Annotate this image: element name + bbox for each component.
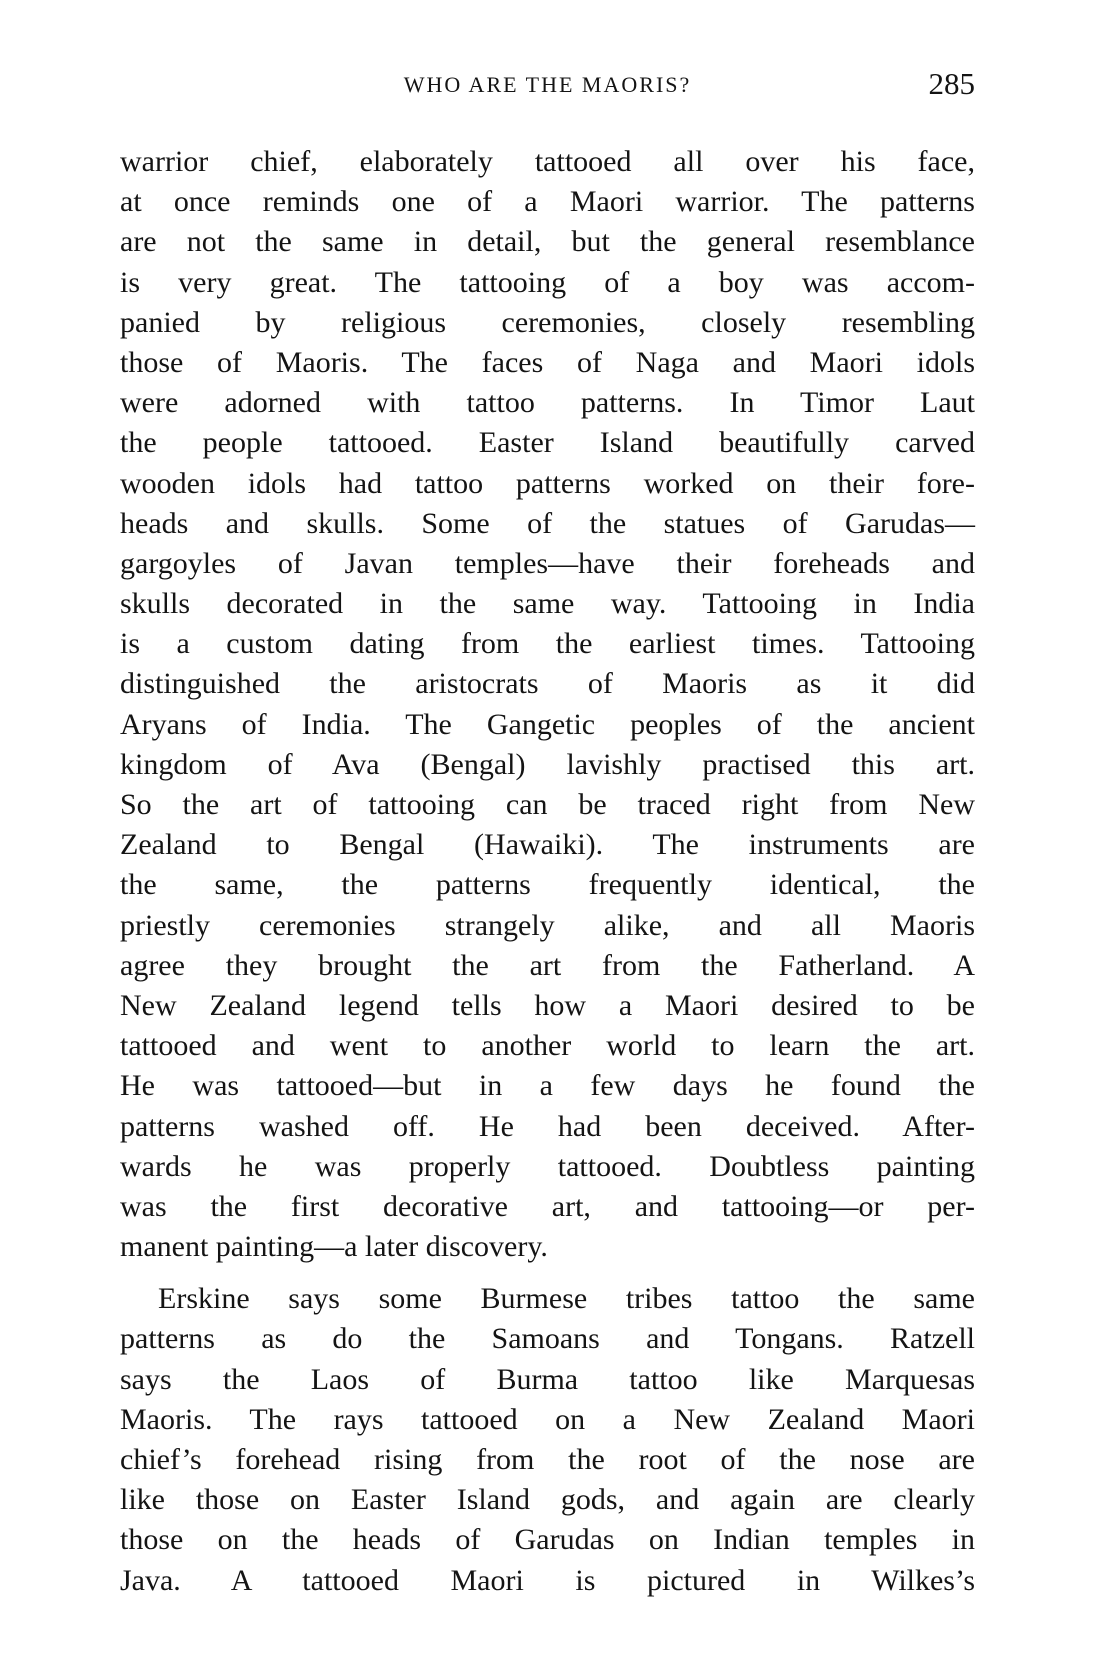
text-line: He was tattooed—but in a few days he found the	[120, 1069, 975, 1103]
body-text	[120, 142, 975, 1601]
text-line: distinguished the aristocrats of Maoris as it did	[120, 667, 975, 701]
text-line: chief’s forehead rising from the root of the nose are	[120, 1443, 975, 1476]
text-line: manent painting—a later discovery.	[120, 1230, 548, 1264]
text-line: is very great. The tattooing of a boy was accom-	[120, 265, 975, 299]
text-line: New Zealand legend tells how a Maori desired to be	[120, 988, 975, 1022]
text-line: So the art of tattooing can be traced right from New	[120, 788, 975, 821]
running-title: WHO ARE THE MAORIS?	[403, 72, 692, 97]
text-line: Java. A tattooed Maori is pictured in Wilkes’s	[120, 1563, 975, 1597]
text-line: wards he was properly tattooed. Doubtless painting	[120, 1149, 975, 1183]
text-line: panied by religious ceremonies, closely resembling	[120, 305, 975, 339]
page-number: 285	[928, 66, 975, 101]
paragraph-gap	[120, 1267, 975, 1279]
text-line: those on the heads of Garudas on Indian temples in	[120, 1523, 975, 1557]
text-line: Maoris. The rays tattooed on a New Zealand Maori	[120, 1402, 975, 1436]
text-line: was the first decorative art, and tattooing—or per-	[120, 1189, 975, 1223]
text-line: gargoyles of Javan temples—have their foreheads and	[120, 546, 975, 580]
paragraph-1	[120, 142, 975, 1267]
text-line: agree they brought the art from the Fatherland. A	[120, 948, 975, 982]
text-line: heads and skulls. Some of the statues of Garudas—	[120, 506, 975, 540]
text-line: tattooed and went to another world to learn the art.	[120, 1029, 975, 1063]
text-line: are not the same in detail, but the general resemblance	[120, 225, 975, 259]
text-line: Erskine says some Burmese tribes tattoo the same	[158, 1282, 975, 1316]
text-line: kingdom of Ava (Bengal) lavishly practised this art.	[120, 747, 975, 781]
text-line: is a custom dating from the earliest times. Tattooing	[120, 627, 975, 661]
text-line: Aryans of India. The Gangetic peoples of the ancient	[120, 707, 975, 741]
text-line: says the Laos of Burma tattoo like Marquesas	[120, 1362, 975, 1396]
paragraph-2	[120, 1279, 975, 1601]
running-head	[120, 66, 975, 106]
text-line: patterns washed off. He had been deceived. After-	[120, 1109, 975, 1143]
text-line: priestly ceremonies strangely alike, and all Maoris	[120, 908, 975, 942]
text-line: those of Maoris. The faces of Naga and Maori idols	[120, 345, 975, 379]
text-line: the people tattooed. Easter Island beautifully carved	[120, 426, 975, 460]
text-line: Zealand to Bengal (Hawaiki). The instruments are	[120, 828, 975, 862]
text-line: wooden idols had tattoo patterns worked on their fore-	[120, 466, 975, 500]
text-line: the same, the patterns frequently identical, the	[120, 868, 975, 902]
text-line: at once reminds one of a Maori warrior. The patterns	[120, 185, 975, 219]
text-line: patterns as do the Samoans and Tongans. Ratzell	[120, 1322, 975, 1356]
text-line: skulls decorated in the same way. Tattooing in India	[120, 587, 975, 621]
text-line: were adorned with tattoo patterns. In Timor Laut	[120, 386, 975, 420]
text-line: like those on Easter Island gods, and again are clearly	[120, 1483, 975, 1517]
text-line: warrior chief, elaborately tattooed all over his face,	[120, 145, 975, 178]
